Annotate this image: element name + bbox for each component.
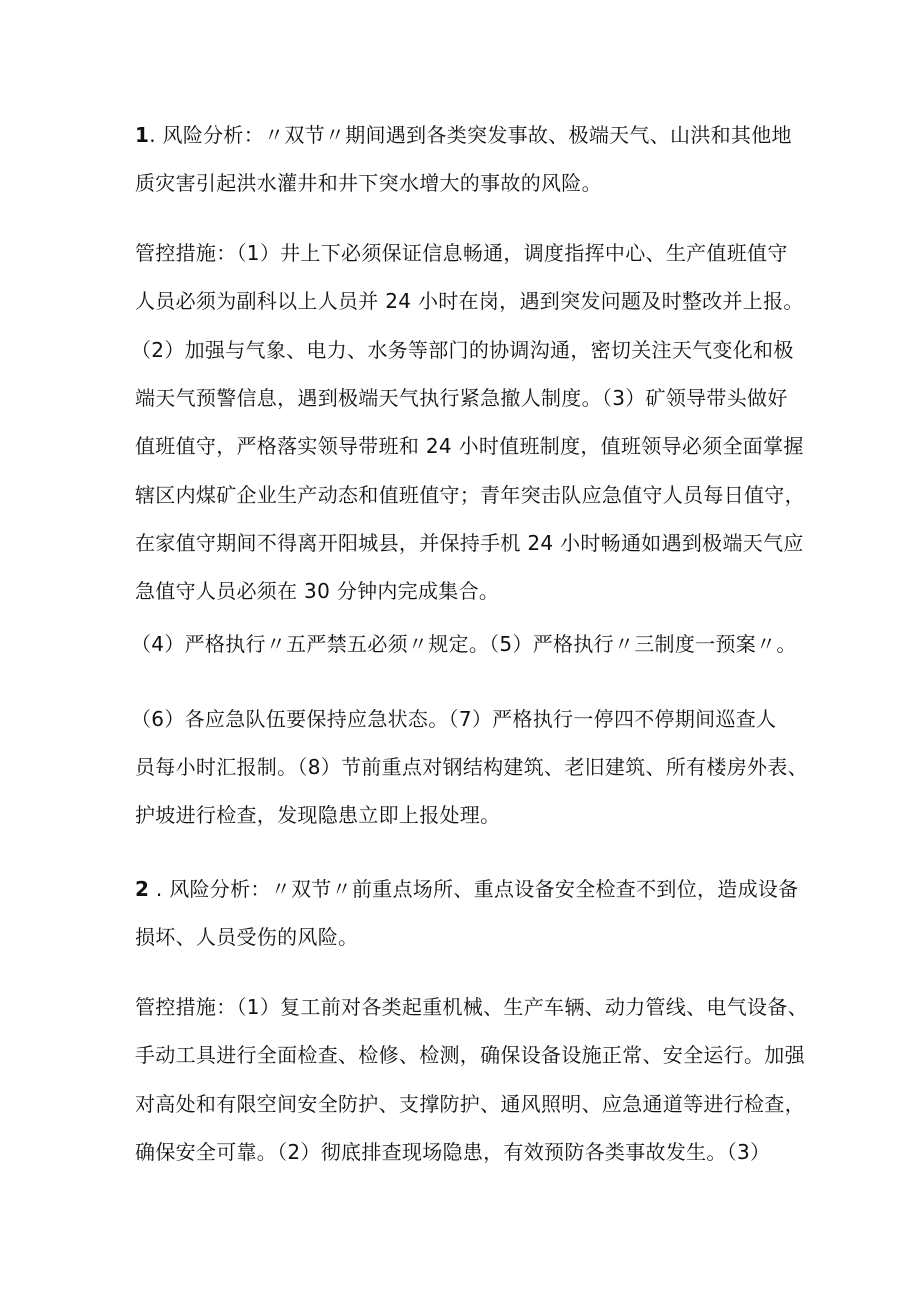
section1-risk-text: . 风险分析：〃双节〃期间遇到各类突发事故、极端天气、山洪和其他地 bbox=[149, 123, 792, 147]
section1-risk-line1 bbox=[135, 121, 792, 149]
section1-item6-line: 员每小时汇报制。（8）节前重点对钢结构建筑、老旧建筑、所有楼房外表、 bbox=[135, 755, 808, 779]
section1-measure-line: 端天气预警信息，遇到极端天气执行紧急撤人制度。（3）矿领导带头做好 bbox=[135, 386, 788, 410]
section2-risk-line1 bbox=[135, 875, 799, 903]
section1-risk-line2: 质灾害引起洪水灌井和井下突水增大的事故的风险。 bbox=[135, 171, 602, 195]
section2-risk-line2: 损坏、人员受伤的风险。 bbox=[135, 925, 359, 949]
section2-measure-line: 管控措施：（1）复工前对各类起重机械、生产车辆、动力管线、电气设备、 bbox=[135, 995, 808, 1019]
section1-measure-line: 在家值守期间不得离开阳城县，并保持手机 24 小时畅通如遇到极端天气应 bbox=[135, 531, 804, 555]
section2-risk-text: . 风险分析：〃双节〃前重点场所、重点设备安全检查不到位，造成设备 bbox=[149, 877, 799, 901]
section1-measure-line: （2）加强与气象、电力、水务等部门的协调沟通，密切关注天气变化和极 bbox=[131, 338, 794, 362]
section1-measure-line: 值班值守，严格落实领导带班和 24 小时值班制度，值班领导必须全面掌握 bbox=[135, 434, 804, 458]
section2-number: 2 bbox=[135, 877, 150, 901]
section2-measure-line: 确保安全可靠。（2）彻底排查现场隐患，有效预防各类事故发生。（3） bbox=[135, 1140, 771, 1164]
section2-measure-line: 对高处和有限空间安全防护、支撑防护、通风照明、应急通道等进行检查， bbox=[135, 1092, 805, 1116]
section1-item6-line: 护坡进行检查，发现隐患立即上报处理。 bbox=[135, 803, 501, 827]
section1-measure-line: 人员必须为副科以上人员并 24 小时在岗，遇到突发问题及时整改并上报。 bbox=[135, 289, 804, 313]
section1-item6-line: （6）各应急队伍要保持应急状态。（7）严格执行一停四不停期间巡查人 bbox=[131, 707, 777, 731]
section1-measure-line: 急值守人员必须在 30 分钟内完成集合。 bbox=[135, 579, 500, 603]
section1-item4-line: （4）严格执行〃五严禁五必须〃规定。（5）严格执行〃三制度一预案〃。 bbox=[131, 632, 797, 656]
section1-measure-line: 辖区内煤矿企业生产动态和值班值守；青年突击队应急值守人员每日值守， bbox=[135, 483, 805, 507]
section1-measure-line: 管控措施：（1）井上下必须保证信息畅通，调度指挥中心、生产值班值守 bbox=[135, 241, 788, 265]
section1-number: 1 bbox=[135, 123, 150, 147]
section2-measure-line: 手动工具进行全面检查、检修、检测，确保设备设施正常、安全运行。加强 bbox=[135, 1043, 805, 1067]
